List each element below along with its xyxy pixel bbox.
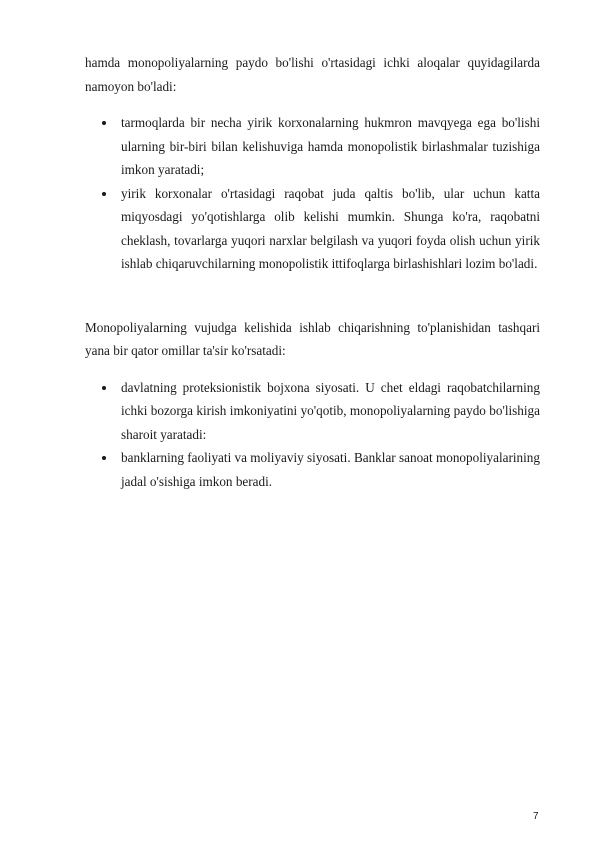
intro-paragraph: hamda monopoliyalarning paydo bo'lishi o'rtasidagi ichki aloqalar quyidagilarda namoyon bo'ladi: — [85, 55, 540, 94]
factors-paragraph: Monopoliyalarning vujudga kelishida ishlab chiqarishning to'planishidan tashqari yana bir qator omillar ta'sir ko'rsatadi: — [85, 319, 540, 358]
bullet-list-concentration — [85, 111, 540, 276]
list-item — [85, 446, 540, 493]
bullet-icon — [102, 386, 106, 390]
bullet-icon — [102, 121, 106, 125]
page-number: 7 — [533, 811, 539, 822]
list-item-text: tarmoqlarda bir necha yirik korxonalarning hukmron mavqyega ega bo'lishi ularning bir-biri bilan kelishuviga hamda monopolistik birlashmalar tuzishiga imkon yaratadi; — [121, 115, 540, 177]
bullet-list-factors — [85, 376, 540, 494]
list-item — [85, 182, 540, 276]
list-item-text: davlatning proteksionistik bojxona siyosati. U chet eldagi raqobatchilarning ichki bozorga kirish imkoniyatini yo'qotib, monopoliyalarning paydo bo'lishiga sharoit yaratadi: — [121, 379, 540, 442]
list-item — [85, 111, 540, 182]
bullet-icon — [102, 192, 106, 196]
list-item-text: yirik korxonalar o'rtasidagi raqobat juda qaltis bo'lib, ular uchun katta miqyosdagi yo'qotishlarga olib kelishi mumkin. Shunga ko'ra, raqobatni cheklash, tovarlarga yuqori narxlar belgilash va yuqori foyda olish uchun yirik ishlab chiqaruvchilarning monopolistik ittifoqlarga birlashishlari lozim bo'ladi. — [121, 185, 540, 271]
list-item — [85, 376, 540, 447]
bullet-icon — [102, 456, 106, 460]
page-content — [85, 51, 540, 493]
paragraph-gap — [85, 276, 540, 316]
list-item-text: banklarning faoliyati va moliyaviy siyosati. Banklar sanoat monopoliyalarining jadal o'sishiga imkon beradi. — [121, 450, 540, 489]
